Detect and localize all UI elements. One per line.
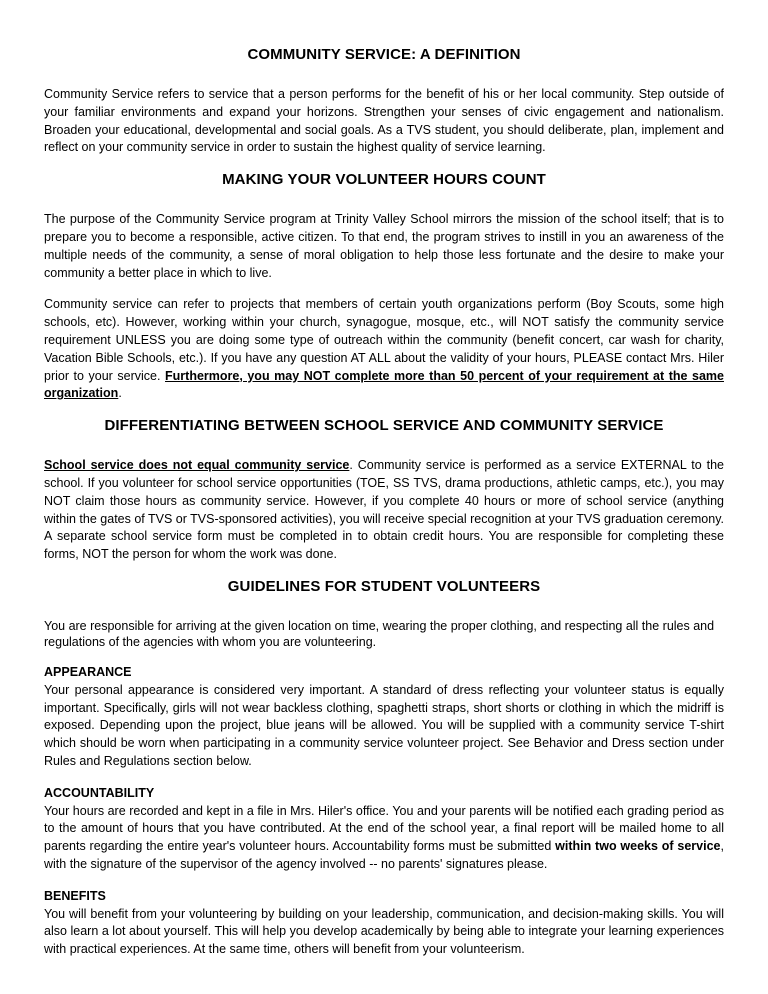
subheading-accountability: ACCOUNTABILITY (44, 785, 155, 800)
definition-paragraph: Community Service refers to service that a person performs for the benefit of his or her local community. Step outside of your familiar environments and expand your horizons. Strengthen your senses of civic engagement and nationalism. Broaden your educational, developmental and social goals. As a TVS student, you should deliberate, plan, implement and reflect on your community service in order to sustain the highest quality of service learning. (44, 87, 724, 155)
emphasized-text: School service does not equal community service (44, 458, 350, 473)
volunteer-hours-paragraph-1: The purpose of the Community Service program at Trinity Valley School mirrors the mission of the school itself; that is to prepare you to become a responsible, active citizen. To that end, the program strives to instill in you an awareness of the multiple needs of the community, a sense of moral obligation to help those less fortunate and the desire to make your community a better place in which to live. (44, 212, 724, 280)
paragraph-text: , with the signature of the supervisor of the agency involved -- no parents' signatures please. (44, 839, 724, 871)
appearance-paragraph: Your personal appearance is considered very important. A standard of dress reflecting your volunteer status is equally important. Specifically, girls will not wear backless clothing, spaghetti straps, short shorts or clothing in which the midriff is exposed. Depending upon the project, blue jeans will be allowed. You will be supplied with a community service T-shirt which should be worn when participating in a community service volunteer project. See Behavior and Dress section under Rules and Regulations section below. (44, 682, 724, 768)
emphasized-text: Furthermore, you may NOT complete more than 50 percent of your requirement at the same organization (44, 368, 724, 401)
section-heading-differentiating: DIFFERENTIATING BETWEEN SCHOOL SERVICE AND COMMUNITY SERVICE (104, 417, 664, 435)
paragraph-text: Your hours are recorded and kept in a file in Mrs. Hiler's office. You and your parents will be notified each grading period as to the amount of hours that you have contributed. At the end of the school year, a final report will be mailed home to all parents regarding the entire year's volunteer hours. Accountability forms must be submitted (44, 803, 724, 854)
paragraph-text: . (118, 386, 122, 401)
section-definition (44, 46, 724, 157)
accountability-paragraph (44, 803, 724, 874)
section-guidelines (44, 578, 724, 959)
subheading-benefits: BENEFITS (44, 888, 106, 903)
section-heading-volunteer-hours: MAKING YOUR VOLUNTEER HOURS COUNT (222, 171, 546, 189)
section-heading-definition: COMMUNITY SERVICE: A DEFINITION (247, 46, 521, 63)
differentiating-paragraph (44, 457, 724, 564)
bold-text: within two weeks of service (555, 839, 721, 854)
benefits-paragraph: You will benefit from your volunteering by building on your leadership, communication, and decision-making skills. You will also learn a lot about yourself. This will help you develop academically by being able to integrate your learning experiences with practical experiences. At the same time, others will benefit from your volunteerism. (44, 906, 724, 957)
section-volunteer-hours (44, 171, 724, 403)
volunteer-hours-paragraph-2 (44, 296, 724, 403)
paragraph-text: . Community service is performed as a service EXTERNAL to the school. If you volunteer for school service opportunities (TOE, SS TVS, drama productions, athletic camps, etc.), you may NOT claim those hours as community service. However, if you complete 40 hours or more of school service (anything within the gates of TVS or TVS-sponsored activities), you will receive special recognition at your TVS graduation ceremony. A separate school service form must be completed in to obtain credit hours. You are responsible for completing these forms, NOT the person for whom the work was done. (44, 458, 725, 562)
paragraph-text: Community service can refer to projects that members of certain youth organizations perform (Boy Scouts, some high schools, etc). However, working within your church, synagogue, mosque, etc., will NOT satisfy the community service requirement UNLESS you are doing some type of outreach within the community (benefit concert, car wash for charity, Vacation Bible Schools, etc.). If you have any question AT ALL about the validity of your hours, PLEASE contact Mrs. Hiler prior to your service. (44, 297, 724, 383)
section-heading-guidelines: GUIDELINES FOR STUDENT VOLUNTEERS (227, 577, 541, 595)
section-differentiating (44, 417, 724, 564)
guidelines-intro-paragraph: You are responsible for arriving at the given location on time, wearing the proper clothing, and respecting all the rules and regulations of the agencies with whom you are volunteering. (44, 618, 715, 649)
subheading-appearance: APPEARANCE (44, 664, 132, 679)
